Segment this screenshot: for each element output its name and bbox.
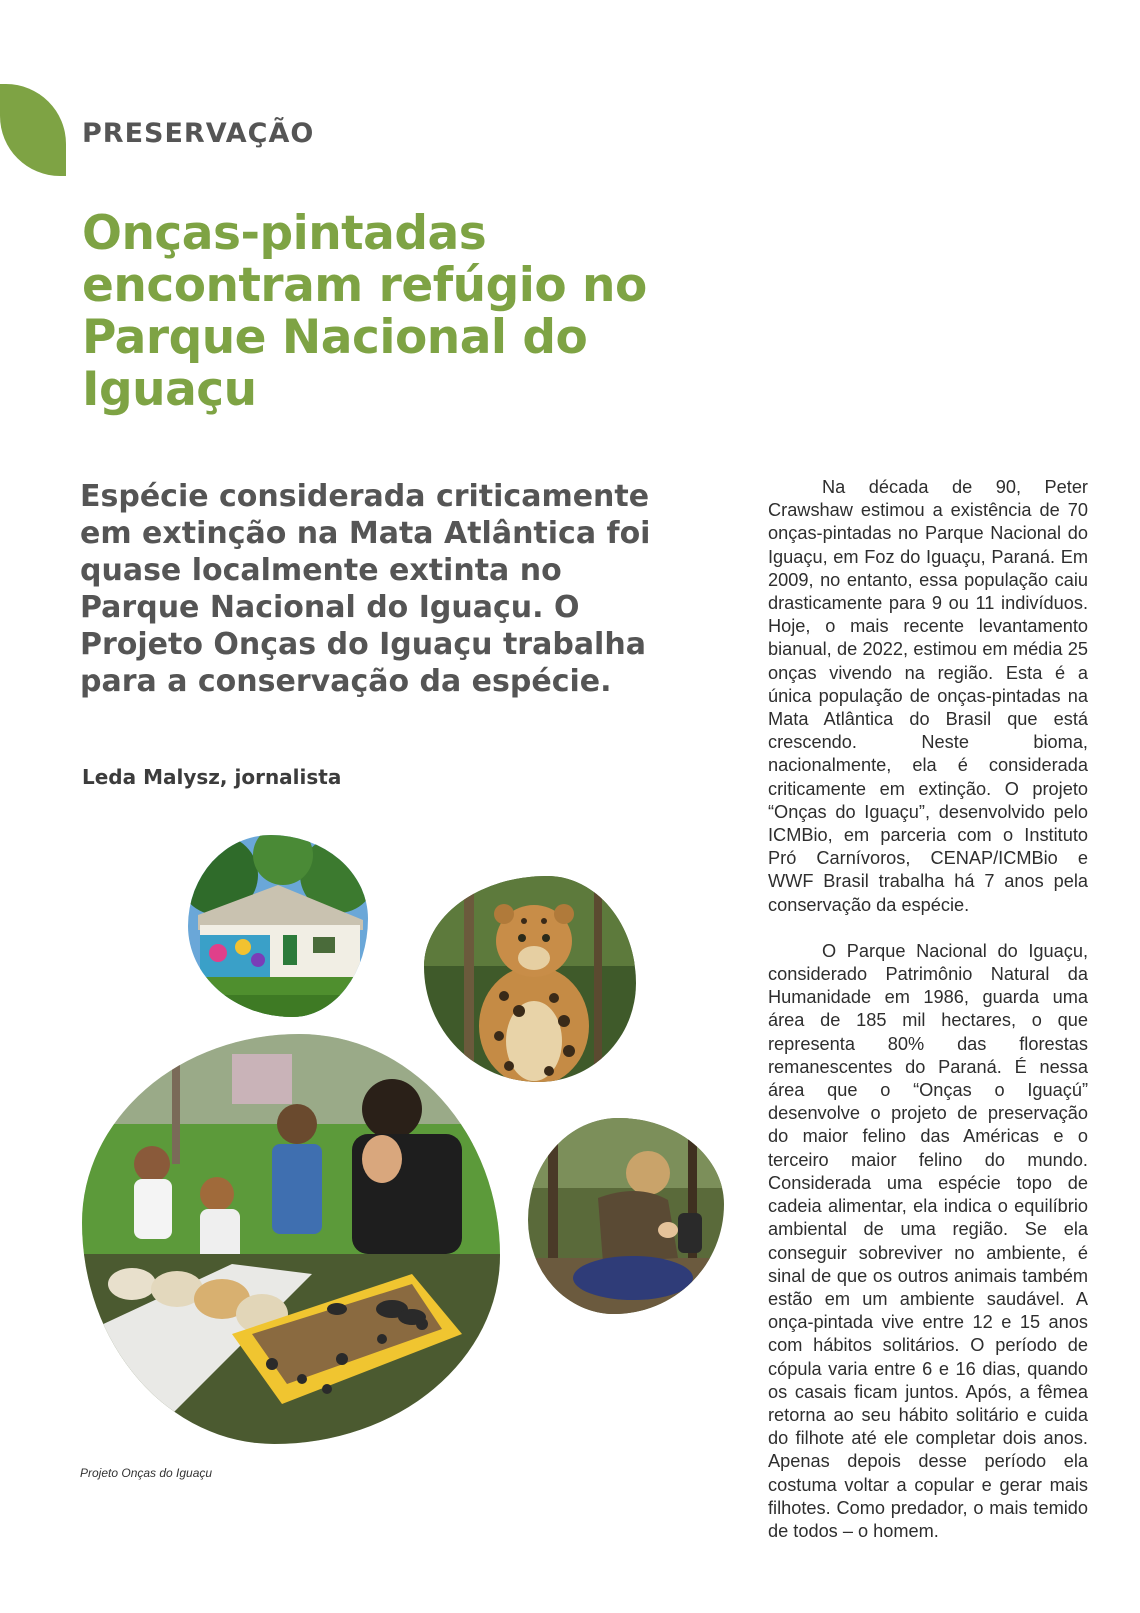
section-tab-marker — [0, 84, 66, 176]
body-paragraph: O Parque Nacional do Iguaçu, considerado Patrimônio Natural da Humanidade em 1986, guarda uma área de 185 mil hectares, o que representa 80% das florestas remanescentes do Paraná. É nessa área que o “Onças o Iguaçú” desenvolve o projeto de preservação do maior felino das Américas e o terceiro maior felino do mundo. Considerada uma espécie topo de cadeia alimentar, ela indica o equilíbrio ambiental de uma região. Se ela conseguir sobreviver no ambiente, é sinal de que os outros animais também estão em um ambiente saudável. A onça-pintada vive entre 12 e 15 anos com hábitos solitários. O período de cópula varia entre 6 e 16 dias, quando os casais ficam juntos. Após, a fêmea retorna ao seu hábito solitário e cuida do filhote até ele completar dois anos. Apenas depois desse período ela costuma voltar a copular e gerar mais filhotes. Como predador, o mais temido de todos – o homem. — [768, 940, 1088, 1541]
article-byline: Leda Malysz, jornalista — [82, 765, 342, 789]
photo-jaguar — [424, 876, 636, 1082]
article-standfirst: Espécie considerada criticamente em extinção na Mata Atlântica foi quase localmente extinta no Parque Nacional do Iguaçu. O Projeto Onças do Iguaçu trabalha para a conservação da espécie. — [80, 479, 651, 699]
photo-researcher — [528, 1118, 724, 1314]
photo-house-mural — [188, 835, 368, 1017]
article-headline: Onças-pintadas encontram refúgio no Parque Nacional do Iguaçu — [82, 206, 647, 417]
section-label: PRESERVAÇÃO — [82, 118, 315, 149]
body-paragraph: Na década de 90, Peter Crawshaw estimou a existência de 70 onças-pintadas no Parque Nacional do Iguaçu, em Foz do Iguaçu, Paraná. Em 2009, no entanto, essa população caiu drasticamente para 9 ou 11 indivíduos. Hoje, o mais recente levantamento bianual, de 2022, estimou em média 25 onças vivendo na região. Esta é a única população de onças-pintadas na Mata Atlântica do Brasil que está crescendo. Neste bioma, nacionalmente, ela é considerada criticamente em extinção. O projeto “Onças do Iguaçu”, desenvolvido pelo ICMBio, em parceria com o Instituto Pró Carnívoros, CENAP/ICMBio e WWF Brasil trabalha há 7 anos pela conservação da espécie. — [768, 477, 1088, 915]
photo-caption: Projeto Onças do Iguaçu — [80, 1466, 213, 1480]
photo-education-table — [82, 1034, 500, 1444]
article-body — [768, 476, 1088, 1566]
